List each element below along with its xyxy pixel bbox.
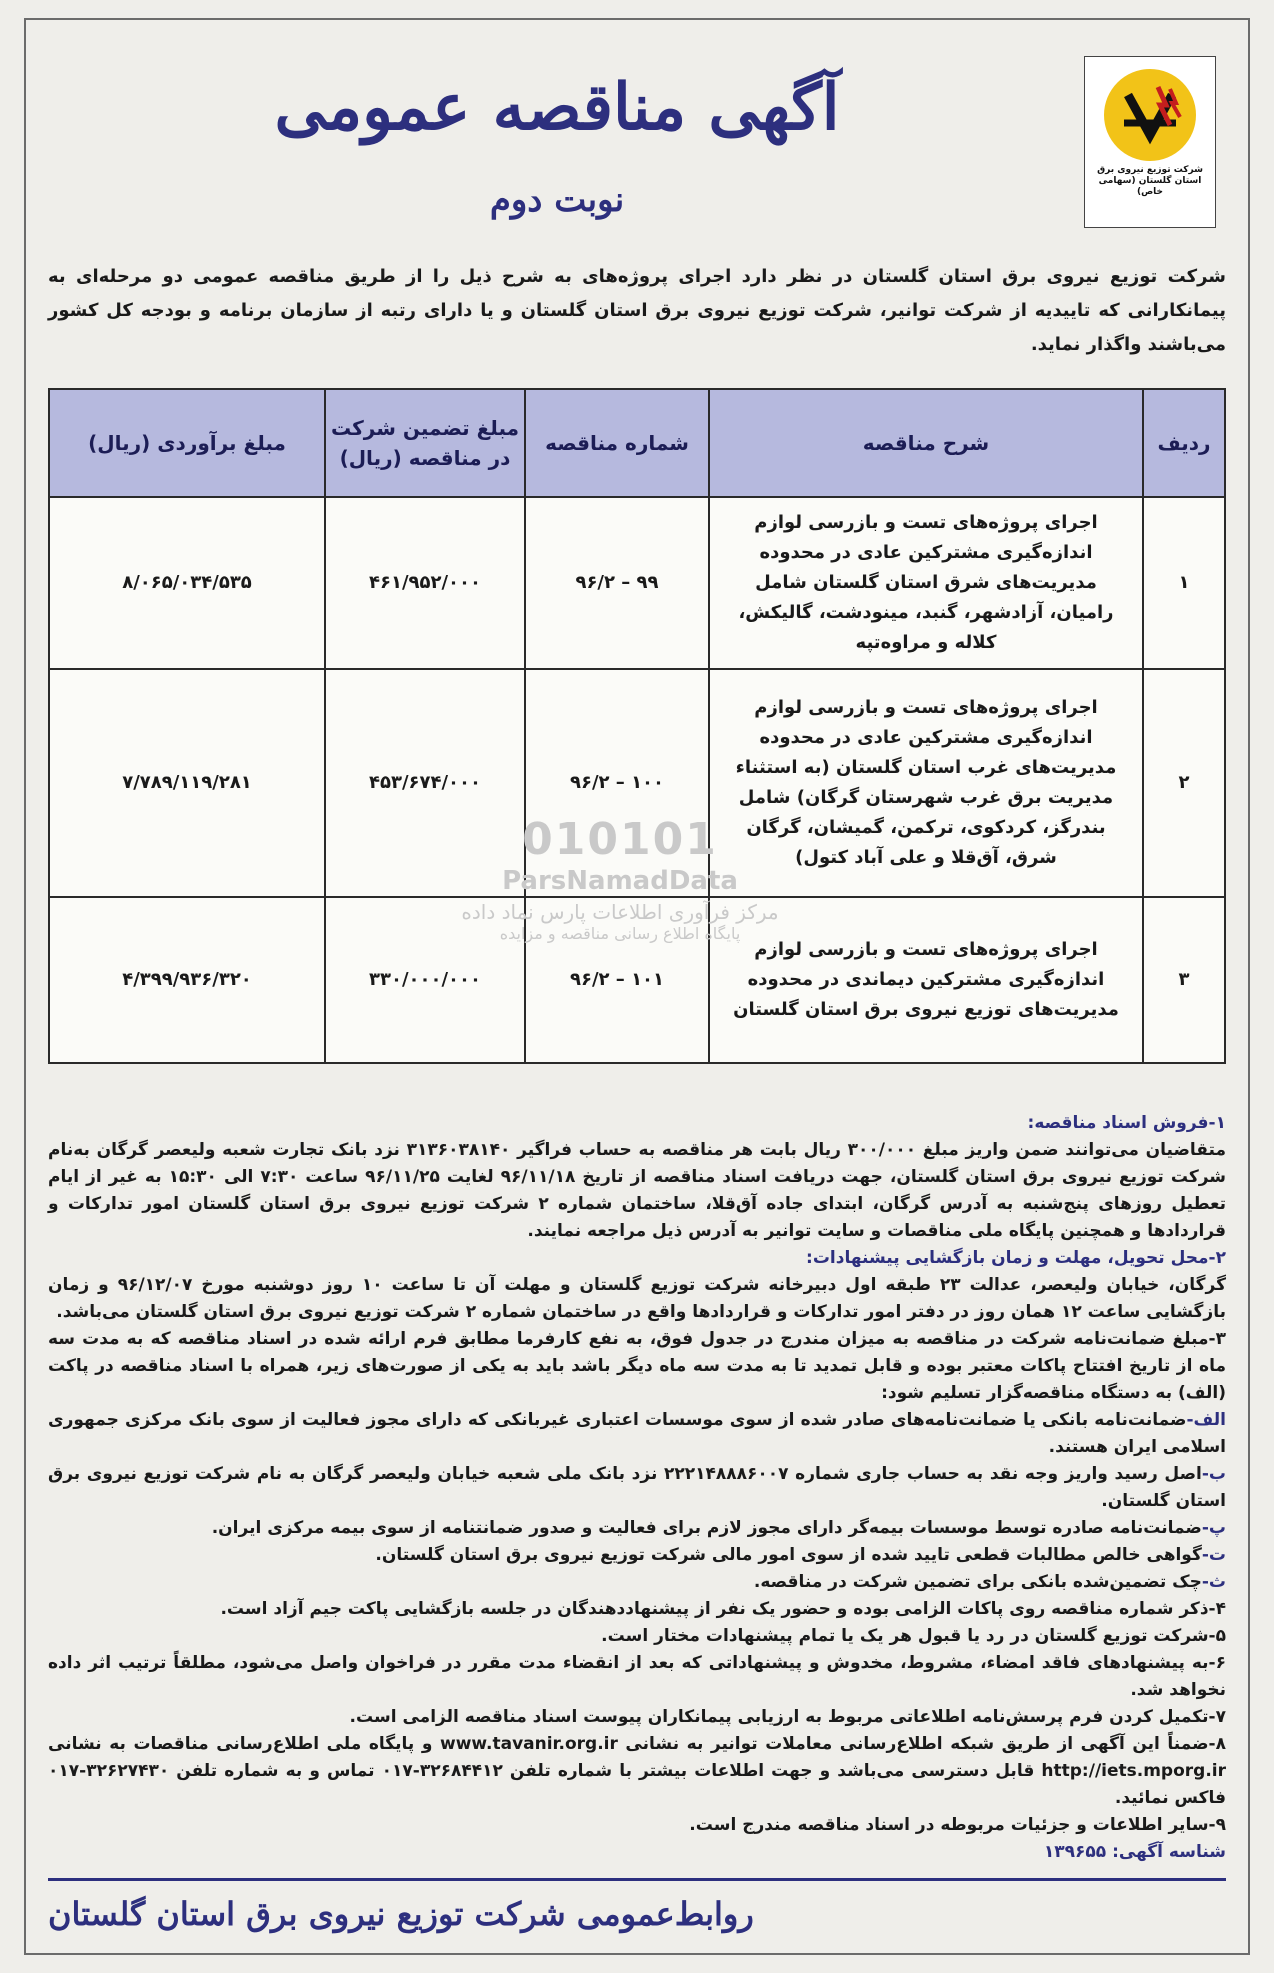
row-tender-no: ۱۰۰ – ۹۶/۲	[525, 669, 709, 897]
conditions-body	[48, 1110, 1226, 1866]
table-row	[49, 897, 1225, 1063]
section-9: ۹-سایر اطلاعات و جزئیات مربوطه در اسناد مناقصه مندرج است.	[689, 1815, 1226, 1835]
row-tender-no: ۱۰۱ – ۹۶/۲	[525, 897, 709, 1063]
row-description: اجرای پروژه‌های تست و بازرسی لوازم اندازه‌گیری مشترکین عادی در محدوده مدیریت‌های غرب استان گلستان (به استثناء مدیریت برق غرب شهرستان گرگان) شامل بندرگز، کردکوی، ترکمن، گمیشان، گرگان شرق، آق‌قلا و علی آباد کتول)	[709, 669, 1143, 897]
watermark-line2: پایگاه اطلاع رسانی مناقصه و مزایده	[499, 924, 741, 943]
item-pe-text: ضمانت‌نامه صادره توسط موسسات بیمه‌گر دارای مجوز لازم برای فعالیت و صدور ضمانتنامه از سوی بیمه مرکزی ایران.	[211, 1518, 1202, 1538]
watermark-brand: ParsNamadData	[502, 866, 738, 896]
section-8: ۸-ضمناً این آگهی از طریق شبکه اطلاع‌رسانی معاملات توانیر به نشانی www.tavanir.org.ir و پایگاه ملی اطلاع‌رسانی مناقصات به نشانی http://iets.mporg.ir قابل دسترسی می‌باشد و جهت اطلاعات بیشتر با شماره تلفن ۳۲۶۸۴۴۱۲-۰۱۷ تماس و به شماره تلفن ۳۲۶۲۷۴۳۰-۰۱۷ فاکس نمائید.	[48, 1734, 1226, 1808]
watermark-line1: مرکز فرآوری اطلاعات پارس نماد داده	[461, 900, 779, 924]
row-tender-no: ۹۹ – ۹۶/۲	[525, 497, 709, 669]
row-radif: ۲	[1143, 669, 1225, 897]
section-6: ۶-به پیشنهادهای فاقد امضاء، مشروط، مخدوش و پیشنهاداتی که بعد از انقضاء مدت مقرر در فراخوان واصل می‌شود، مطلقاً ترتیب اثر داده نخواهد شد.	[48, 1653, 1226, 1700]
header-radif: ردیف	[1143, 389, 1225, 497]
table-header-row	[49, 389, 1225, 497]
item-se-label: ث-	[1201, 1572, 1226, 1592]
row-radif: ۳	[1143, 897, 1225, 1063]
section-4: ۴-ذکر شماره مناقصه روی پاکات الزامی بوده و حضور یک نفر از پیشنهاددهندگان در جلسه بازگشایی پاکت جیم آزاد است.	[220, 1599, 1226, 1619]
item-alef-text: ضمانت‌نامه بانکی یا ضمانت‌نامه‌های صادر شده از سوی موسسات اعتباری غیربانکی که دارای مجوز فعالیت از سوی بانک مرکزی جمهوری اسلامی ایران هستند.	[48, 1410, 1226, 1457]
item-be-label: ب-	[1201, 1464, 1226, 1484]
item-alef-label: الف-	[1186, 1410, 1226, 1430]
header-description: شرح مناقصه	[709, 389, 1143, 497]
item-se	[48, 1569, 1226, 1596]
table-row	[49, 669, 1225, 897]
logo-caption: شرکت توزیع نیروی برق استان گلستان (سهامی خاص)	[1097, 165, 1203, 197]
item-te-text: گواهی خالص مطالبات قطعی تایید شده از سوی امور مالی شرکت توزیع نیروی برق استان گلستان.	[375, 1545, 1202, 1565]
section-5: ۵-شرکت توزیع گلستان در رد یا قبول هر یک یا تمام پیشنهادات مختار است.	[601, 1626, 1226, 1646]
ad-id: شناسه آگهی: ۱۳۹۶۵۵	[1043, 1842, 1226, 1862]
header-tender-no: شماره مناقصه	[525, 389, 709, 497]
item-be-text: اصل رسید واریز وجه نقد به حساب جاری شماره ۲۲۲۱۴۸۸۸۶۰۰۷ نزد بانک ملی شعبه خیابان ولیعصر گرگان به نام شرکت توزیع نیروی برق استان گلستان.	[48, 1464, 1226, 1511]
row-description: اجرای پروژه‌های تست و بازرسی لوازم اندازه‌گیری مشترکین عادی در محدوده مدیریت‌های شرق استان گلستان شامل رامیان، آزادشهر، گنبد، مینودشت، گالیکش، کلاله و مراوه‌تپه	[709, 497, 1143, 669]
item-alef	[48, 1407, 1226, 1461]
item-te-label: ت-	[1201, 1545, 1226, 1565]
header	[48, 40, 1226, 250]
section-7: ۷-تکمیل کردن فرم پرسش‌نامه اطلاعاتی مربوط به ارزیابی پیمانکاران پیوست اسناد مناقصه الزامی است.	[349, 1707, 1226, 1727]
page-title: آگهی مناقصه عمومی	[274, 70, 840, 145]
row-description: اجرای پروژه‌های تست و بازرسی لوازم اندازه‌گیری مشترکین دیماندی در محدوده مدیریت‌های توزیع نیروی برق استان گلستان	[709, 897, 1143, 1063]
item-be	[48, 1461, 1226, 1515]
table-row	[49, 497, 1225, 669]
row-guarantee: ۴۵۳/۶۷۴/۰۰۰	[325, 669, 525, 897]
header-guarantee: مبلغ تضمین شرکت در مناقصه (ریال)	[325, 389, 525, 497]
section-1-title: ۱-فروش اسناد مناقصه:	[1027, 1113, 1226, 1133]
item-pe-label: پ-	[1201, 1518, 1226, 1538]
section-2-title: ۲-محل تحویل، مهلت و زمان بازگشایی پیشنهادات:	[806, 1248, 1226, 1268]
item-te	[48, 1542, 1226, 1569]
item-pe	[48, 1515, 1226, 1542]
intro-paragraph: شرکت توزیع نیروی برق استان گلستان در نظر دارد اجرای پروژه‌های به شرح ذیل را از طریق مناقصه عمومی دو مرحله‌ای به پیمانکارانی که تاییدیه از شرکت توانیر، شرکت توزیع نیروی برق استان گلستان و یا دارای رتبه از سازمان برنامه و بودجه کل کشور می‌باشند واگذار نماید.	[48, 266, 1226, 355]
footer	[48, 1878, 1226, 1933]
company-logo	[1084, 56, 1216, 228]
tavanir-logo-icon	[1100, 65, 1200, 165]
page-subtitle: نوبت دوم	[489, 180, 625, 220]
tenders-table	[48, 388, 1226, 1064]
header-estimate: مبلغ برآوردی (ریال)	[49, 389, 325, 497]
row-estimate: ۷/۷۸۹/۱۱۹/۲۸۱	[49, 669, 325, 897]
section-1-text: متقاضیان می‌توانند ضمن واریز مبلغ ۳۰۰/۰۰۰ ریال بابت هر مناقصه به حساب فراگیر ۳۱۳۶۰۳۸۱۴۰ نزد بانک تجارت شعبه ولیعصر گرگان به‌نام شرکت توزیع نیروی برق استان گلستان، جهت دریافت اسناد مناقصه از تاریخ ۹۶/۱۱/۱۸ لغایت ۹۶/۱۱/۲۵ ساعت ۷:۳۰ الی ۱۵:۳۰ به غیر از ایام تعطیل روزهای پنج‌شنبه به آدرس گرگان، ابتدای جاده آق‌قلا، ساختمان شماره ۲ شرکت توزیع نیروی برق استان گلستان امور تدارکات و قراردادها و همچنین پایگاه ملی مناقصات و سایت توانیر به آدرس ذیل مراجعه نمایند.	[48, 1140, 1227, 1241]
row-estimate: ۸/۰۶۵/۰۳۴/۵۳۵	[49, 497, 325, 669]
footer-signature: روابط‌عمومی شرکت توزیع نیروی برق استان گلستان	[48, 1895, 754, 1933]
section-3-text: ۳-مبلغ ضمانت‌نامه شرکت در مناقصه به میزان مندرج در جدول فوق، به نفع کارفرما مطابق فرم ارائه شده در اسناد مناقصه که به مدت سه ماه از تاریخ افتتاح پاکات معتبر بوده و قابل تمدید تا به مدت سه ماه دیگر باشد باید به یکی از صورت‌های زیر، همراه با اسناد مناقصه در پاکت (الف) به دستگاه مناقصه‌گزار تسلیم شود:	[48, 1329, 1226, 1403]
watermark-code: 010101	[522, 814, 718, 865]
row-radif: ۱	[1143, 497, 1225, 669]
row-guarantee: ۳۳۰/۰۰۰/۰۰۰	[325, 897, 525, 1063]
row-guarantee: ۴۶۱/۹۵۲/۰۰۰	[325, 497, 525, 669]
item-se-text: چک تضمین‌شده بانکی برای تضمین شرکت در مناقصه.	[753, 1572, 1202, 1592]
row-estimate: ۴/۳۹۹/۹۳۶/۳۲۰	[49, 897, 325, 1063]
section-2-text: گرگان، خیابان ولیعصر، عدالت ۲۳ طبقه اول دبیرخانه شرکت توزیع گلستان و مهلت آن تا ساعت ۱۰ روز دوشنبه مورخ ۹۶/۱۲/۰۷ و زمان بازگشایی ساعت ۱۲ همان روز در دفتر امور تدارکات و قراردادها واقع در ساختمان شماره ۲ شرکت توزیع نیروی برق استان گلستان می‌باشد.	[48, 1275, 1226, 1322]
